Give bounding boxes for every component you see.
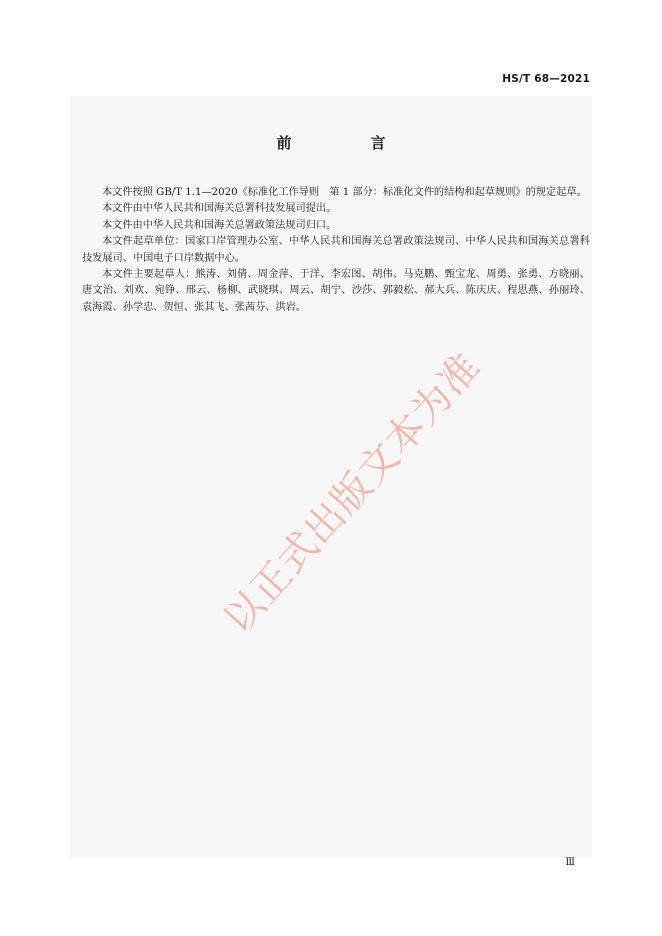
foreword-body bbox=[82, 185, 590, 316]
paragraph-drafting-rule: 本文件按照 GB/T 1.1—2020《标准化工作导则 第 1 部分：标准化文件的结构和起草规则》的规定起草。 bbox=[102, 187, 587, 198]
paragraph-drafting-units: 本文件起草单位：国家口岸管理办公室、中华人民共和国海关总署政策法规司、中华人民共和国海关总署科技发展司、中国电子口岸数据中心。 bbox=[82, 236, 590, 264]
paragraph-proposer: 本文件由中华人民共和国海关总署科技发展司提出。 bbox=[102, 203, 337, 215]
paragraph-centralized-unit: 本文件由中华人民共和国海关总署政策法规司归口。 bbox=[102, 219, 337, 231]
paragraph-main-drafters: 本文件主要起草人：熊涛、刘倩、周金萍、于洋、李宏图、胡伟、马克鹏、甄宝龙、周勇、张勇、方晓丽、唐文治、刘欢、宛铮、邢云、杨柳、武晓琪、周云、胡宁、沙莎、郭毅松、郝大兵、陈庆庆、程思燕、孙丽玲、袁海霞、孙学忠、贺恒、张其飞、张茜芬、洪岩。 bbox=[82, 269, 590, 313]
page-number: Ⅲ bbox=[565, 857, 575, 868]
standard-code: HS/T 68—2021 bbox=[502, 73, 590, 85]
watermark: 以正式出版文本为准 bbox=[215, 344, 490, 643]
section-title: 前 言 bbox=[276, 134, 418, 152]
